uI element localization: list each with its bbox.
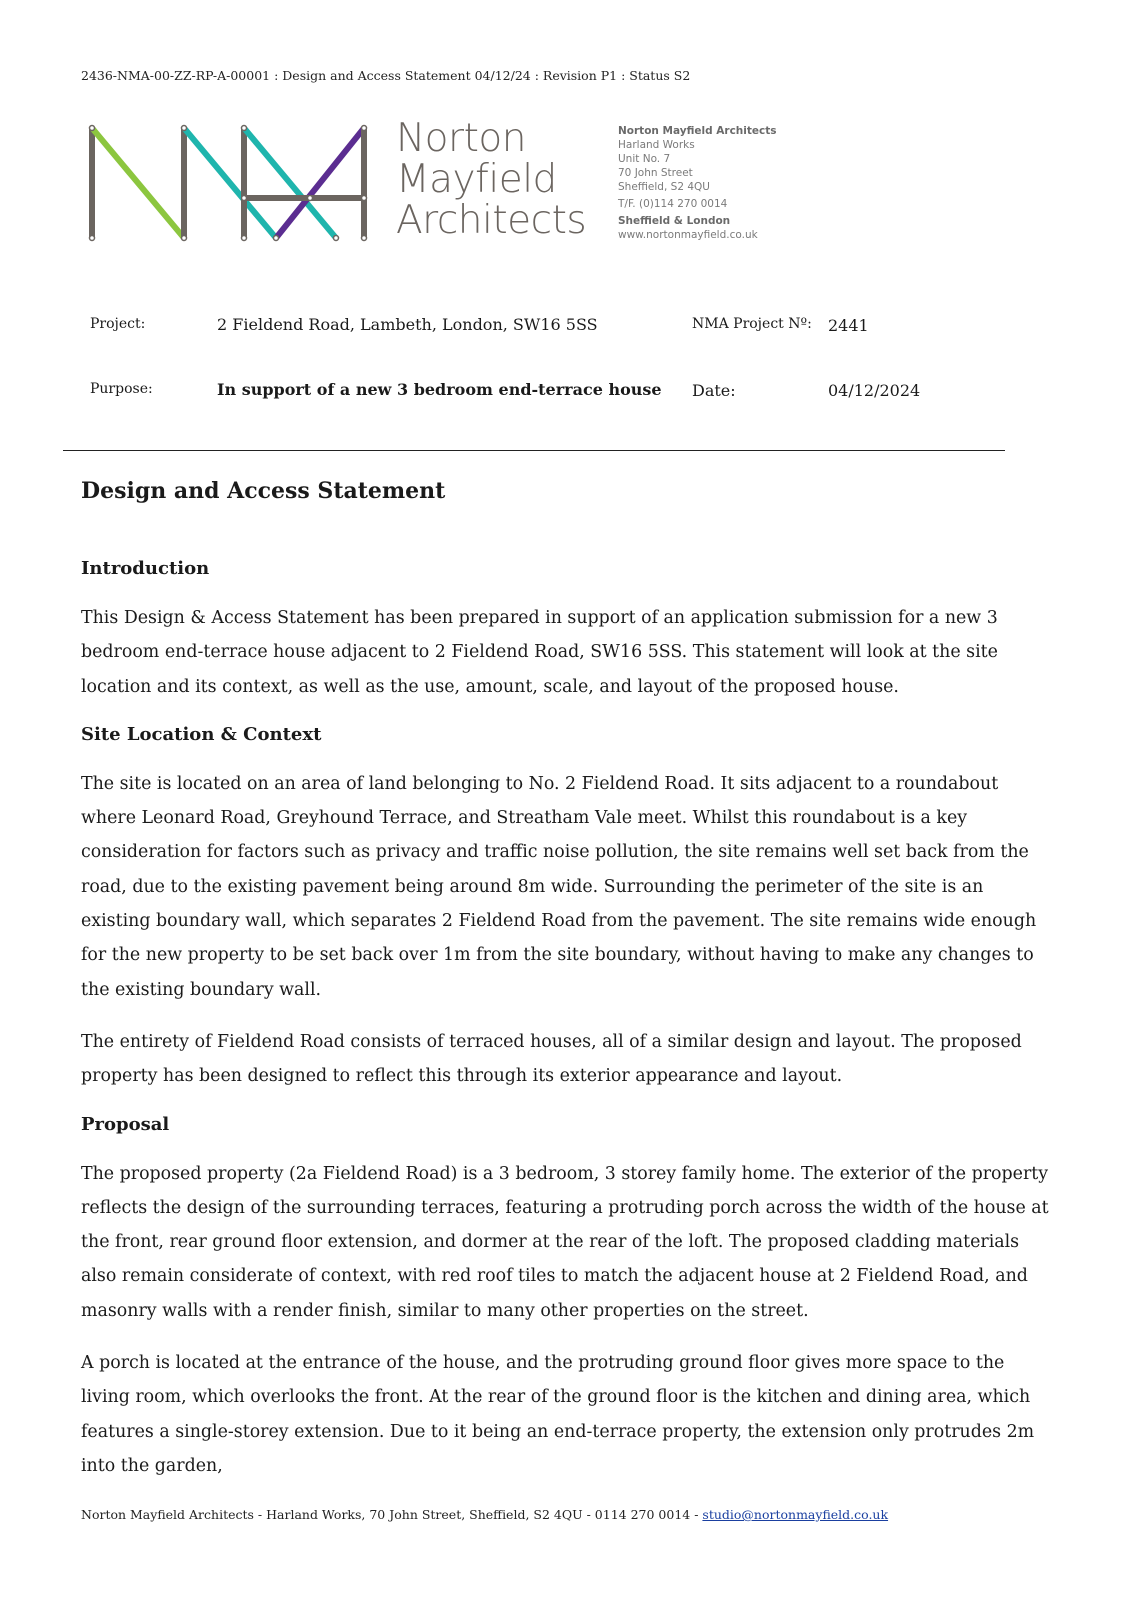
wordmark-line-1: Norton [396,116,526,161]
company-offices: Sheffield & London [618,215,731,227]
paragraph: A porch is located at the entrance of the house, and the protruding ground floor gives more space to the living room, which overlooks the front. At the rear of the ground floor is the kitchen and dining area, which features a single-storey extension. Due to it being an end-terrace property, the extension only protrudes 2m into the garden, [81,1353,1035,1476]
paragraph: This Design & Access Statement has been prepared in support of an application submission for a new 3 bedroom end-terrace house adjacent to 2 Fieldend Road, SW16 5SS. This statement will look at the site location and its context, as well as the use, amount, scale, and layout of the proposed house. [81,608,998,697]
nma-logo-mark [84,118,384,248]
date-value: 04/12/2024 [828,381,921,400]
address-line: Harland Works [618,139,695,151]
paragraph: The proposed property (2a Fieldend Road) is a 3 bedroom, 3 storey family home. The exterior of the property reflects the design of the surrounding terraces, featuring a protruding porch across the width of the house at the front, rear ground floor extension, and dormer at the rear of the loft. The proposed cladding materials also remain considerate of context, with red roof tiles to match the adjacent house at 2 Fieldend Road, and masonry walls with a render finish, similar to many other properties on the street. [81,1163,1049,1321]
purpose-value: In support of a new 3 bedroom end-terrace house [217,380,662,399]
paragraph: The site is located on an area of land belonging to No. 2 Fieldend Road. It sits adjacent to a roundabout where Leonard Road, Greyhound Terrace, and Streatham Vale meet. Whilst this roundabout is a key consideration for factors such as privacy and traffic noise pollution, the site remains well set back from the road, due to the existing pavement being around 8m wide. Surrounding the perimeter of the site is an existing boundary wall, which separates 2 Fieldend Road from the pavement. The site remains wide enough for the new property to be set back over 1m from the site boundary, without having to make any changes to the existing boundary wall. [81,773,1037,1000]
wordmark-line-3: Architects [396,198,587,243]
address-line: Unit No. 7 [618,153,671,165]
document-body [81,556,1056,1483]
logo-wordmark [396,118,586,241]
section-heading-site-location: Site Location & Context [81,723,322,745]
footer-text: Norton Mayfield Architects - Harland Works, 70 John Street, Sheffield, S2 4QU - 0114 270 0014 - [81,1507,703,1522]
section-heading-introduction: Introduction [81,558,210,579]
project-number-value: 2441 [828,316,869,335]
document-title: Design and Access Statement [81,478,446,504]
section-heading-proposal: Proposal [81,1113,170,1135]
project-value: 2 Fieldend Road, Lambeth, London, SW16 5SS [217,315,598,334]
company-phone: T/F. (0)114 270 0014 [618,198,728,210]
project-number-label: NMA Project Nº: [692,316,812,332]
purpose-label: Purpose: [90,381,153,397]
header-divider [63,450,1005,451]
company-address-block [618,124,777,242]
paragraph: The entirety of Fieldend Road consists of terraced houses, all of a similar design and layout. The proposed property has been designed to reflect this through its exterior appearance and layout. [81,1031,1022,1087]
footer-email-link[interactable]: studio@nortonmayfield.co.uk [702,1507,889,1522]
page-footer [81,1507,888,1522]
document-reference: 2436-NMA-00-ZZ-RP-A-00001 : Design and Access Statement 04/12/24 : Revision P1 : Status S2 [81,68,691,83]
wordmark-line-2: Mayfield [396,157,557,202]
address-line: 70 John Street [618,167,693,179]
date-label: Date: [692,381,736,400]
company-website: www.nortonmayfield.co.uk [618,229,758,241]
project-label: Project: [90,316,146,332]
address-line: Sheffield, S2 4QU [618,181,710,193]
company-name: Norton Mayfield Architects [618,125,777,137]
